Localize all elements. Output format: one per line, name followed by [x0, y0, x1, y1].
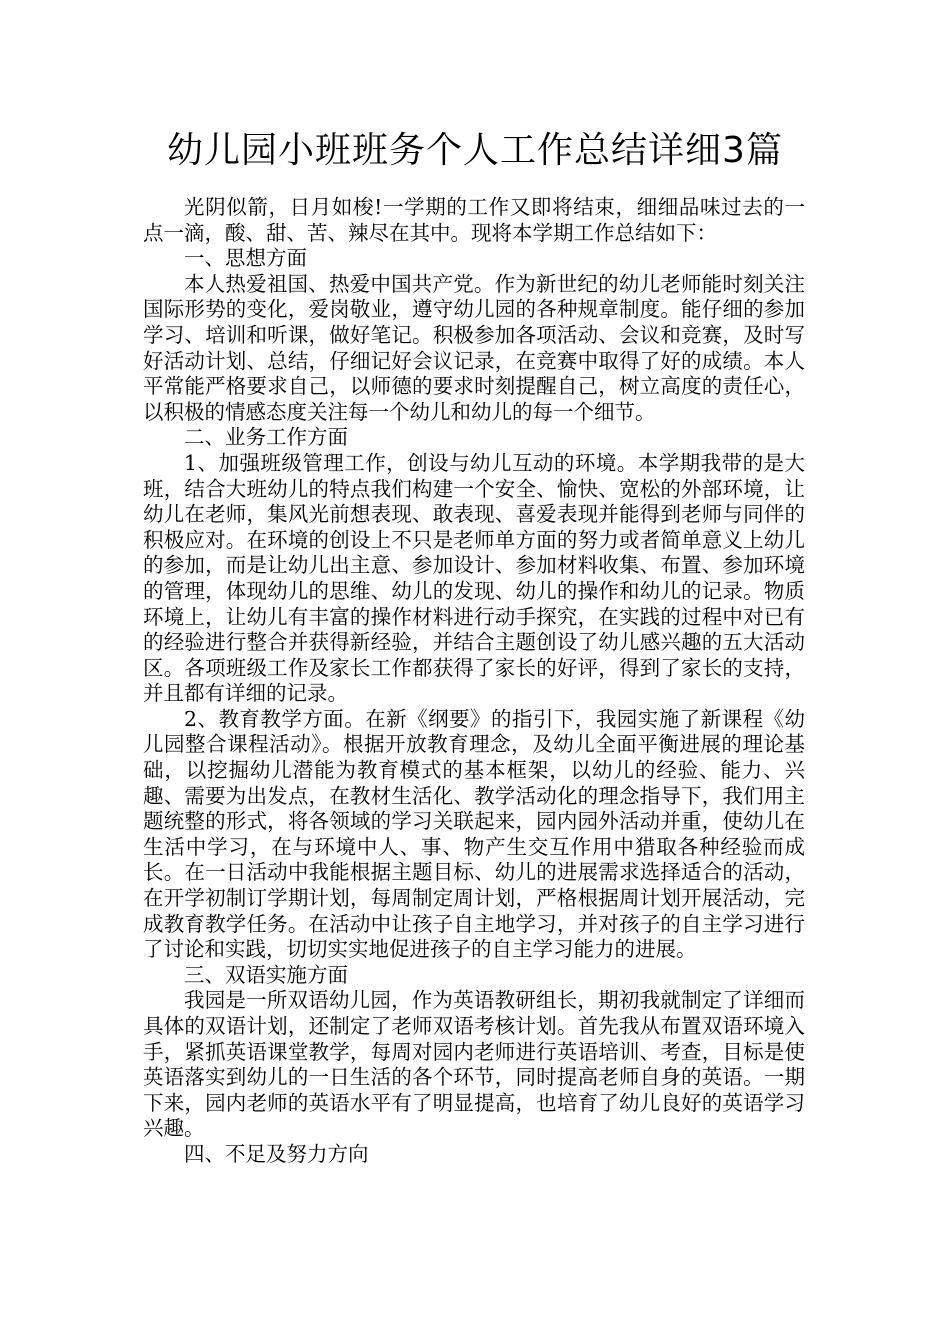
- class-management-paragraph: 1、加强班级管理工作，创设与幼儿互动的环境。本学期我带的是大班，结合大班幼儿的特点我们构建一个安全、愉快、宽松的外部环境，让幼儿在老师，集风光前想表现、敢表现、喜爱表现并能得到老师与同伴的积极应对。在环境的创设上不只是老师单方面的努力或者简单意义上幼儿的参加，而是让幼儿出主意、参加设计、参加材料收集、布置、参加环境的管理，体现幼儿的思维、幼儿的发现、幼儿的操作和幼儿的记录。物质环境上，让幼儿有丰富的操作材料进行动手探究，在实践的过程中对已有的经验进行整合并获得新经验，并结合主题创设了幼儿感兴趣的五大活动区。各项班级工作及家长工作都获得了家长的好评，得到了家长的支持，并且都有详细的记录。: [143, 450, 805, 706]
- section-heading-thought: 一、思想方面: [184, 246, 307, 271]
- thought-paragraph: 本人热爱祖国、热爱中国共产党。作为新世纪的幼儿老师能时刻关注国际形势的变化，爱岗敬业，遵守幼儿园的各种规章制度。能仔细的参加学习、培训和听课，做好笔记。积极参加各项活动、会议和竞赛，及时写好活动计划、总结，仔细记好会议记录，在竞赛中取得了好的成绩。本人平常能严格要求自己，以师德的要求时刻提醒自己，树立高度的责任心，以积极的情感态度关注每一个幼儿和幼儿的每一个细节。: [143, 271, 805, 424]
- document-body: [143, 195, 805, 1168]
- document-title: 幼儿园小班班务个人工作总结详细3篇: [167, 130, 783, 171]
- bilingual-paragraph: 我园是一所双语幼儿园，作为英语教研组长，期初我就制定了详细而具体的双语计划，还制定了老师双语考核计划。首先我从布置双语环境入手，紧抓英语课堂教学，每周对园内老师进行英语培训、考查，目标是使英语落实到幼儿的一日生活的各个环节，同时提高老师自身的英语。一期下来，园内老师的英语水平有了明显提高，也培育了幼儿良好的英语学习兴趣。: [143, 988, 805, 1141]
- section-heading-work: 二、业务工作方面: [184, 425, 348, 450]
- teaching-paragraph: 2、教育教学方面。在新《纲要》的指引下，我园实施了新课程《幼儿园整合课程活动》。根据开放教育理念，及幼儿全面平衡进展的理论基础，以挖掘幼儿潜能为教育模式的基本框架，以幼儿的经验、能力、兴趣、需要为出发点，在教材生活化、教学活动化的理念指导下，我们用主题统整的形式，将各领域的学习关联起来，园内园外活动并重，使幼儿在生活中学习，在与环境中人、事、物产生交互作用中猎取各种经验而成长。在一日活动中我能根据主题目标、幼儿的进展需求选择适合的活动，在开学初制订学期计划，每周制定周计划，严格根据周计划开展活动，完成教育教学任务。在活动中让孩子自主地学习，并对孩子的自主学习进行了讨论和实践，切切实实地促进孩子的自主学习能力的进展。: [143, 706, 805, 962]
- section-heading-shortcomings: 四、不足及努力方向: [184, 1141, 369, 1166]
- intro-paragraph: 光阴似箭，日月如梭!一学期的工作又即将结束，细细品味过去的一点一滴，酸、甜、苦、辣尽在其中。现将本学期工作总结如下：: [143, 195, 805, 245]
- section-heading-bilingual: 三、双语实施方面: [184, 962, 348, 987]
